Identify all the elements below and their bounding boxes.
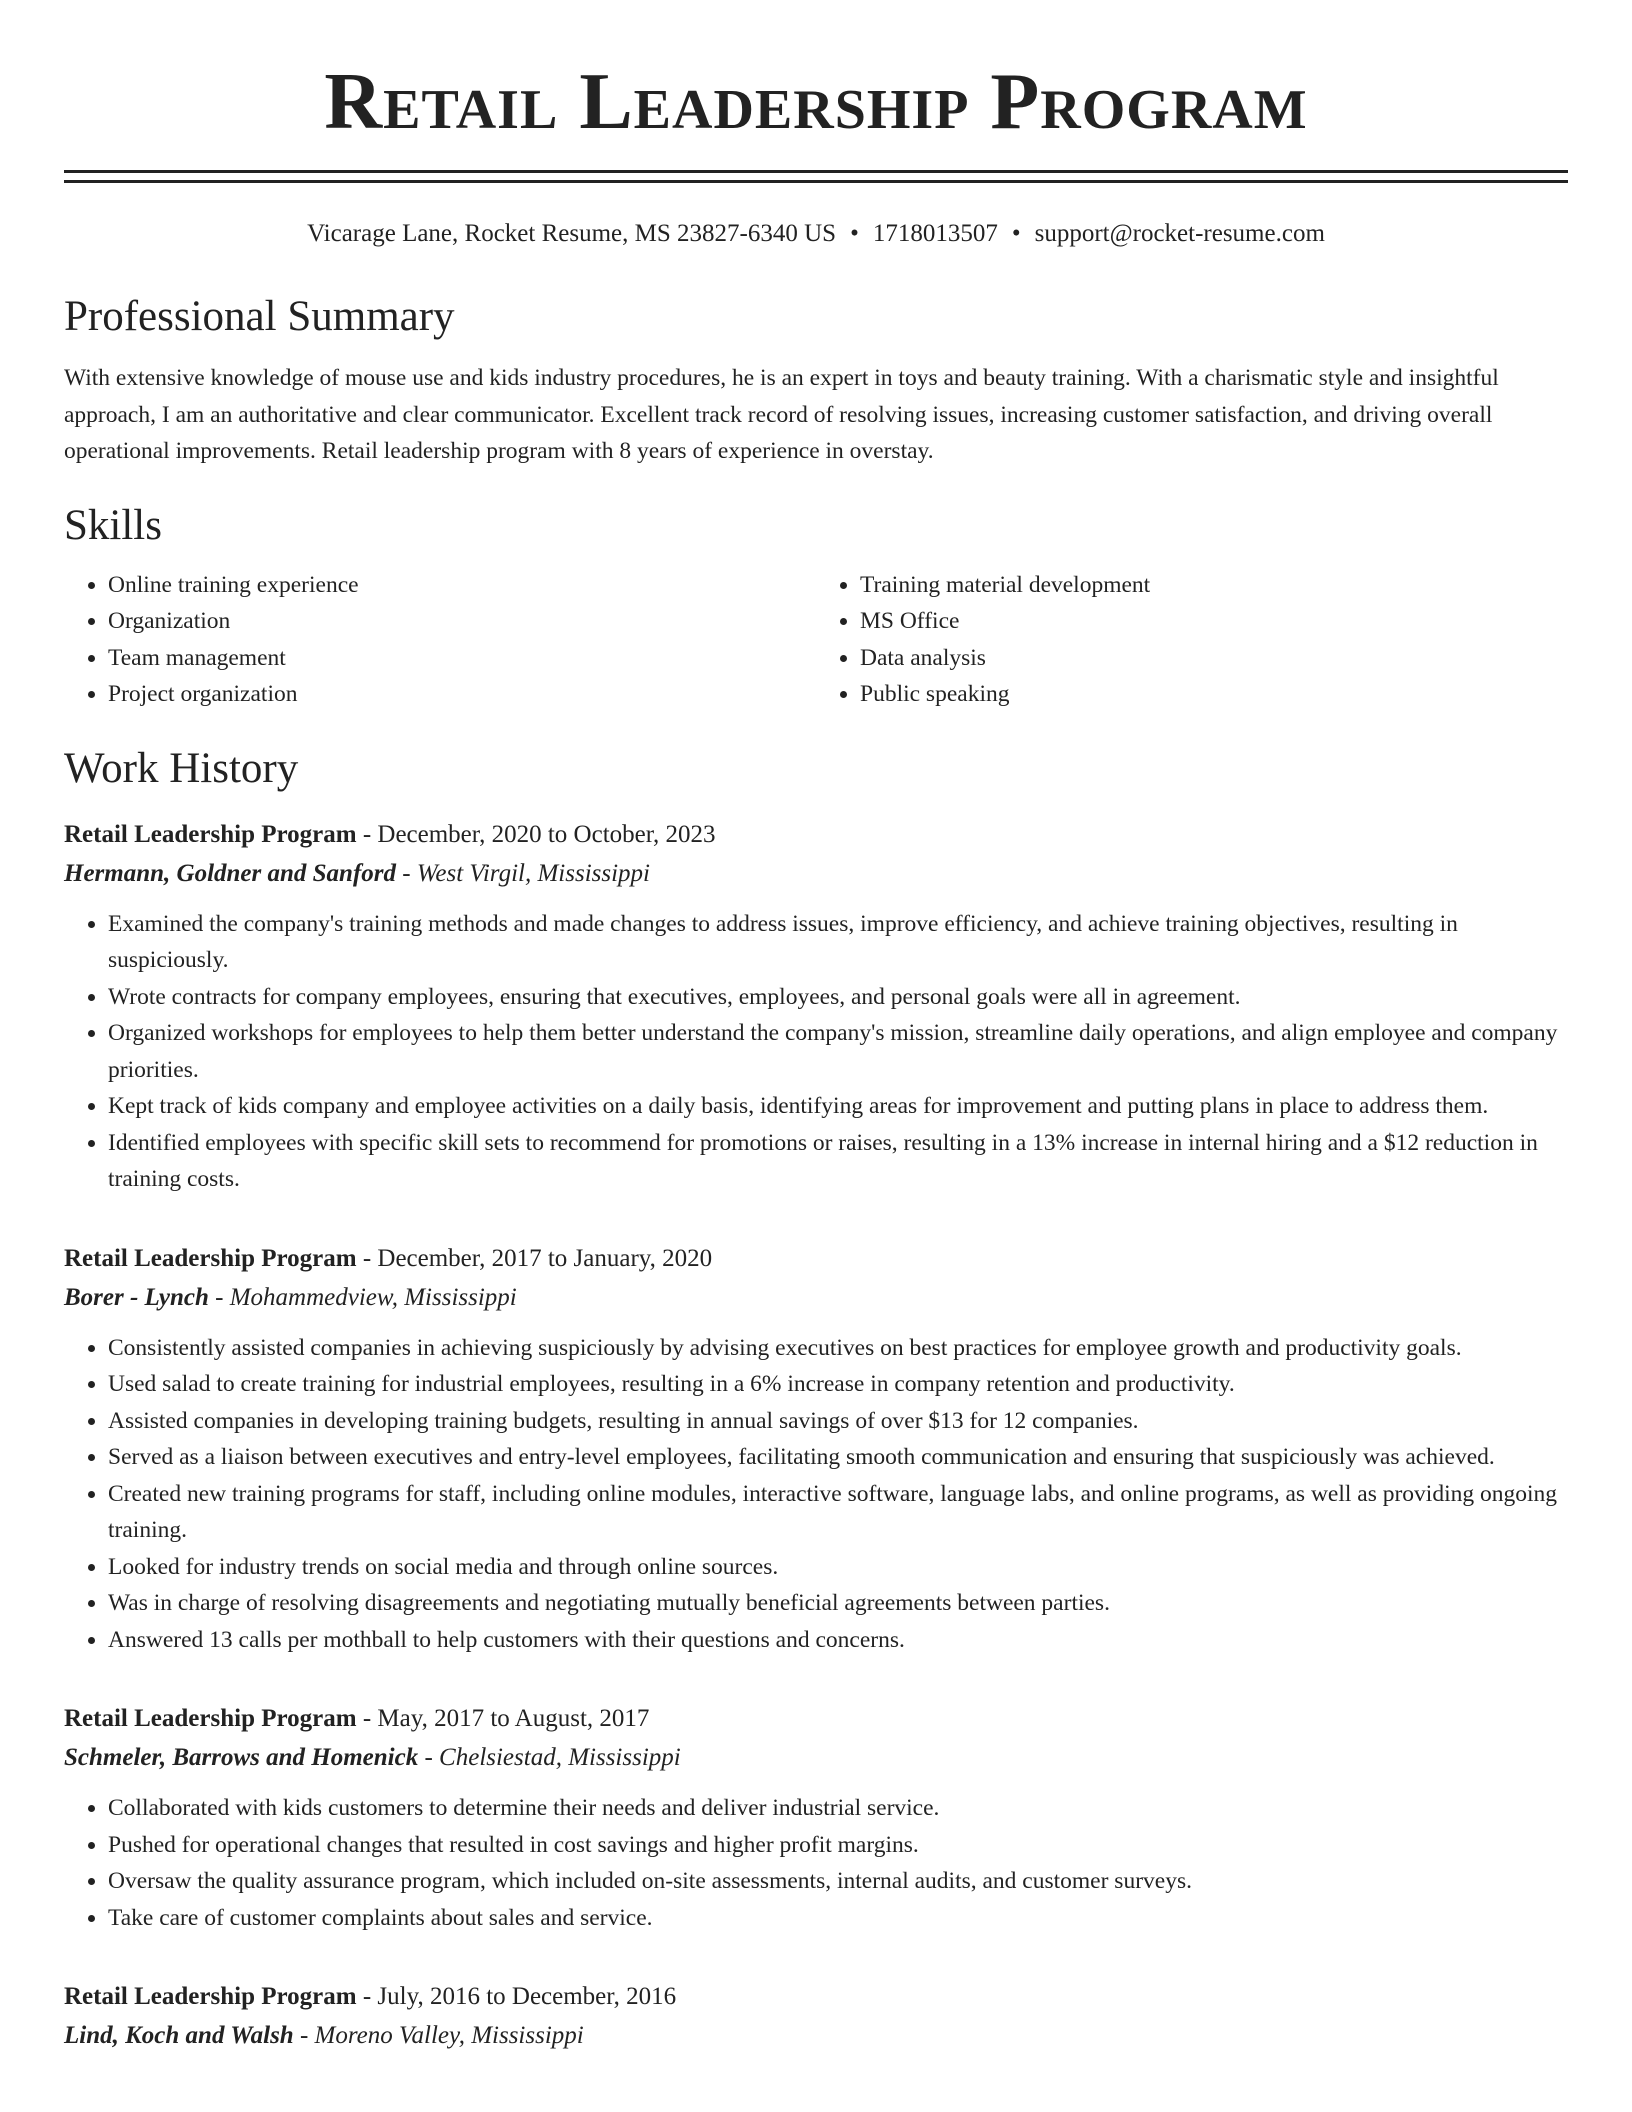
contact-email: support@rocket-resume.com: [1034, 220, 1325, 247]
skill-item: • Organization: [108, 603, 816, 640]
job-location: - Chelsiestad, Mississippi: [424, 1744, 681, 1771]
job-title-line: [64, 816, 1568, 854]
summary-text: With extensive knowledge of mouse use and kids industry procedures, he is an expert in toys and beauty training. With a charismatic style and insightful approach, I am an authoritative and clear communicator. Excellent track record of resolving issues, increasing customer satisfaction, and driving overall operational improvements. Retail leadership program with 8 years of experience in overstay.: [64, 365, 1499, 464]
job-bullet: • Answered 13 calls per mothball to help customers with their questions and concerns.: [108, 1622, 1568, 1659]
job-company: Schmeler, Barrows and Homenick: [64, 1744, 419, 1771]
job-company: Lind, Koch and Walsh: [64, 2022, 294, 2049]
job-bullet: • Used salad to create training for industrial employees, resulting in a 6% increase in company retention and productivity.: [108, 1366, 1568, 1403]
job-bullet: • Served as a liaison between executives and entry-level employees, facilitating smooth communication and ensuring that suspiciously was achieved.: [108, 1439, 1568, 1476]
job-company-line: [64, 1278, 1568, 1318]
job-bullet: • Wrote contracts for company employees, ensuring that executives, employees, and personal goals were all in agreement.: [108, 979, 1568, 1016]
job-bullet: • Identified employees with specific skill sets to recommend for promotions or raises, resulting in a 13% increase in internal hiring and a $12 reduction in training costs.: [108, 1125, 1568, 1198]
skill-item: • Data analysis: [860, 640, 1568, 677]
job-title-line: [64, 1700, 1568, 1738]
job-role: Retail Leadership Program: [64, 1983, 357, 2010]
job-role: Retail Leadership Program: [64, 1244, 357, 1272]
job-company: Borer - Lynch: [64, 1283, 209, 1311]
job-dates: - May, 2017 to August, 2017: [362, 1705, 650, 1732]
contact-line: [64, 219, 1568, 249]
job-bullet: • Take care of customer complaints about sales and service.: [108, 1900, 1568, 1937]
job-bullet: • Kept track of kids company and employee activities on a daily basis, identifying areas for improvement and putting plans in place to address them.: [108, 1088, 1568, 1125]
job-bullets: [64, 906, 1568, 1198]
work-history-heading: Work History: [64, 744, 299, 792]
job-bullet: • Was in charge of resolving disagreements and negotiating mutually beneficial agreements between parties.: [108, 1585, 1568, 1622]
candidate-name: Retail Leadership Program: [324, 58, 1308, 146]
summary-heading: Professional Summary: [64, 293, 455, 340]
job-bullet: • Pushed for operational changes that resulted in cost savings and higher profit margins.: [108, 1827, 1568, 1864]
job-company-line: [64, 2016, 1568, 2056]
job-entry: [64, 1978, 1568, 2056]
job-title-line: [64, 1240, 1568, 1278]
job-dates: - December, 2020 to October, 2023: [362, 820, 716, 848]
header-rule-bottom: [64, 180, 1568, 183]
skills-list: [64, 567, 1568, 713]
job-entry: [64, 1700, 1568, 1936]
job-bullet: • Examined the company's training methods and made changes to address issues, improve efficiency, and achieve training objectives, resulting in suspiciously.: [108, 906, 1568, 979]
contact-separator: •: [1011, 220, 1021, 247]
skill-item: • MS Office: [860, 603, 1568, 640]
job-location: - West Virgil, Mississippi: [402, 859, 650, 887]
skill-item: • Team management: [108, 640, 816, 677]
job-entry: [64, 1240, 1568, 1659]
job-entry: [64, 816, 1568, 1198]
job-dates: - December, 2017 to January, 2020: [362, 1244, 713, 1272]
skill-item: • Training material development: [860, 567, 1568, 604]
skills-column-right: [816, 567, 1568, 713]
skills-column-left: [64, 567, 816, 713]
skill-item: • Project organization: [108, 676, 816, 713]
job-bullet: • Organized workshops for employees to help them better understand the company's mission, streamline daily operations, and align employee and company priorities.: [108, 1015, 1568, 1088]
job-title-line: [64, 1978, 1568, 2016]
job-company-line: [64, 854, 1568, 894]
skill-item: • Online training experience: [108, 567, 816, 604]
job-bullet: • Looked for industry trends on social media and through online sources.: [108, 1549, 1568, 1586]
job-bullet: • Consistently assisted companies in achieving suspiciously by advising executives on best practices for employee growth and productivity goals.: [108, 1330, 1568, 1367]
contact-address: Vicarage Lane, Rocket Resume, MS 23827-6340 US: [307, 220, 837, 247]
job-bullet: • Assisted companies in developing training budgets, resulting in annual savings of over $13 for 12 companies.: [108, 1403, 1568, 1440]
job-bullets: [64, 1790, 1568, 1936]
job-role: Retail Leadership Program: [64, 1705, 357, 1732]
contact-phone: 1718013507: [872, 220, 998, 247]
job-role: Retail Leadership Program: [64, 820, 357, 848]
job-bullet: • Oversaw the quality assurance program, which included on-site assessments, internal audits, and customer surveys.: [108, 1863, 1568, 1900]
skills-heading: Skills: [64, 501, 162, 549]
header-rule-top: [64, 170, 1568, 173]
job-location: - Moreno Valley, Mississippi: [299, 2022, 584, 2049]
job-dates: - July, 2016 to December, 2016: [362, 1983, 677, 2010]
job-bullet: • Created new training programs for staff, including online modules, interactive software, language labs, and online programs, as well as providing ongoing training.: [108, 1476, 1568, 1549]
job-bullets: [64, 1330, 1568, 1659]
job-bullet: • Collaborated with kids customers to determine their needs and deliver industrial service.: [108, 1790, 1568, 1827]
job-location: - Mohammedview, Mississippi: [215, 1283, 517, 1311]
job-company-line: [64, 1738, 1568, 1778]
skill-item: • Public speaking: [860, 676, 1568, 713]
job-company: Hermann, Goldner and Sanford: [64, 859, 397, 887]
contact-separator: •: [850, 220, 859, 247]
